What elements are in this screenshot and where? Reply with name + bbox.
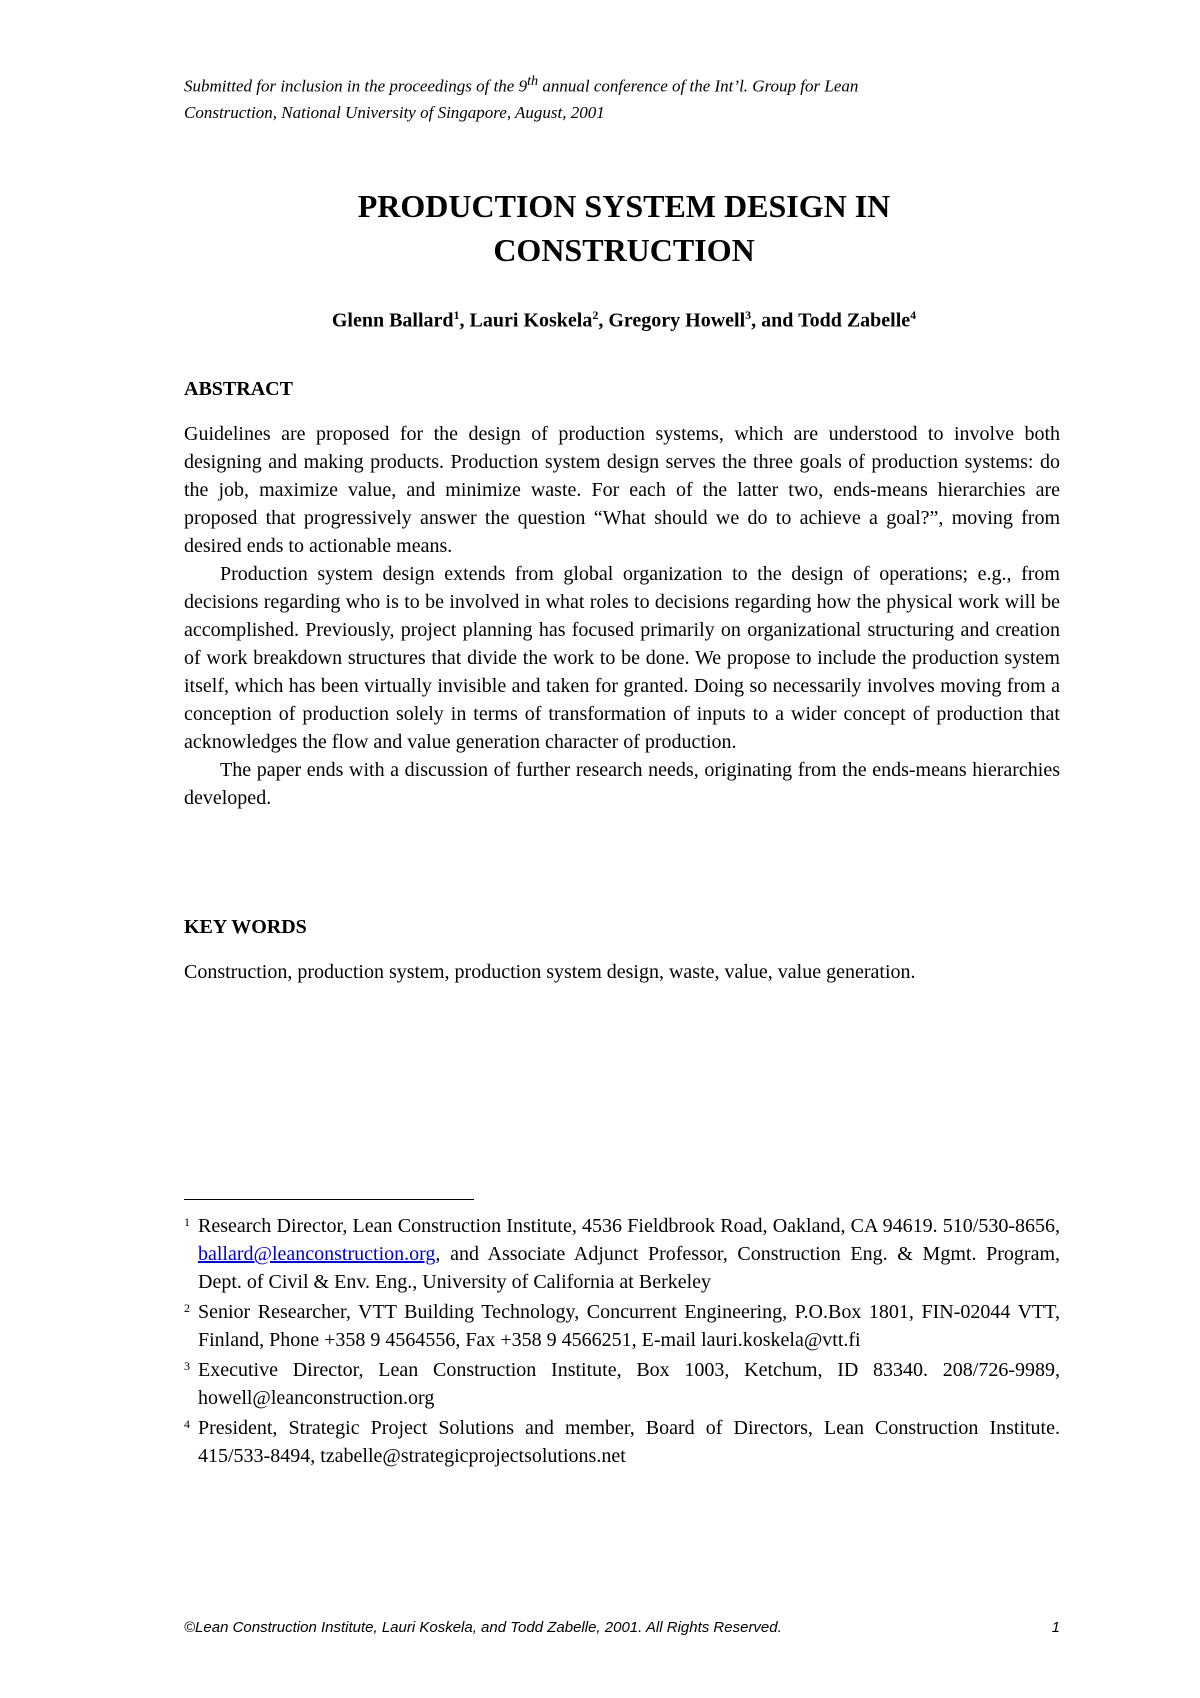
header-line-2: Construction, National University of Singapore, August, 2001 bbox=[184, 102, 605, 122]
conference-header bbox=[184, 68, 1064, 126]
author-name: Gregory Howell bbox=[608, 309, 746, 332]
footnote-1: 1 Research Director, Lean Construction Institute, 4536 Fieldbrook Road, Oakland, CA 94619. 510/530-8656, ballard@leanconstruction.org, and Associate Adjunct Professor, Construction Eng. & Mgmt. Program, Dept. of Civil & Env. Eng., University of California at Berkeley bbox=[184, 1212, 1060, 1296]
footnote-number: 1 bbox=[184, 1215, 190, 1229]
keywords-heading: KEY WORDS bbox=[184, 916, 307, 938]
author-list: Glenn Ballard$^1$, Lauri Koskela$^2$, Gregory Howell$^3$, and Todd Zabelle$^4$ bbox=[331, 308, 917, 332]
footnote-2: 2 Senior Researcher, VTT Building Technology, Concurrent Engineering, P.O.Box 1801, FIN-02044 VTT, Finland, Phone +358 9 4564556, Fax +358 9 4566251, E-mail lauri.koskela@vtt.fi bbox=[184, 1298, 1060, 1354]
abstract-body bbox=[184, 420, 1060, 812]
keywords-text: Construction, production system, production system design, waste, value, value generation. bbox=[184, 961, 916, 983]
footnote-number: 4 bbox=[184, 1417, 190, 1431]
footnotes bbox=[184, 1212, 1060, 1470]
footnote-number: 2 bbox=[184, 1301, 190, 1315]
footnote-4: 4 President, Strategic Project Solutions and member, Board of Directors, Lean Construction Institute. 415/533-8494, tzabelle@strategicprojectsolutions.net bbox=[184, 1414, 1060, 1470]
footnote-number: 3 bbox=[184, 1359, 190, 1373]
author-footnote-ref: 2 bbox=[592, 308, 599, 322]
page-footer bbox=[184, 1618, 1060, 1638]
abstract-paragraph: Guidelines are proposed for the design of production systems, which are understood to involve both designing and making products. Production system design serves the three goals of production systems: do the job, maximize value, and minimize waste. For each of the latter two, ends-means hierarchies are proposed that progressively answer the question “What should we do to achieve a goal?”, moving from desired ends to actionable means. bbox=[184, 423, 1060, 557]
header-superscript: th bbox=[527, 73, 539, 89]
abstract-paragraph: The paper ends with a discussion of further research needs, originating from the ends-means hierarchies developed. bbox=[184, 759, 1060, 809]
title-line-1: PRODUCTION SYSTEM DESIGN IN bbox=[357, 188, 891, 224]
author-name: Glenn Ballard bbox=[331, 309, 454, 332]
abstract-heading: ABSTRACT bbox=[184, 378, 293, 400]
author-footnote-ref: 1 bbox=[453, 308, 460, 322]
author-name: Lauri Koskela bbox=[469, 309, 593, 332]
title-line-2: CONSTRUCTION bbox=[493, 232, 755, 268]
email-link[interactable]: ballard@leanconstruction.org bbox=[198, 1243, 436, 1265]
header-line-1: Submitted for inclusion in the proceedings of the 9th annual conference of the Int’l. Group for Lean bbox=[184, 73, 859, 96]
author-footnote-ref: 3 bbox=[745, 308, 752, 322]
abstract-paragraph: Production system design extends from global organization to the design of operations; e.g., from decisions regarding who is to be involved in what roles to decisions regarding how the physical work will be accomplished. Previously, project planning has focused primarily on organizational structuring and creation of work breakdown structures that divide the work to be done. We propose to include the production system itself, which has been virtually invisible and taken for granted. Doing so necessarily involves moving from a conception of production solely in terms of transformation of inputs to a wider concept of production that acknowledges the flow and value generation character of production. bbox=[184, 563, 1060, 753]
footnote-separator bbox=[184, 1199, 474, 1200]
author-name: Todd Zabelle bbox=[798, 309, 911, 332]
paper-title bbox=[184, 184, 1064, 272]
author-footnote-ref: 4 bbox=[910, 308, 917, 322]
footnote-3: 3 Executive Director, Lean Construction Institute, Box 1003, Ketchum, ID 83340. 208/726-9989, howell@leanconstruction.org bbox=[184, 1356, 1060, 1412]
page-number: 1 bbox=[1051, 1619, 1060, 1636]
copyright-notice: ©Lean Construction Institute, Lauri Koskela, and Todd Zabelle, 2001. All Rights Reserved. bbox=[184, 1619, 782, 1636]
